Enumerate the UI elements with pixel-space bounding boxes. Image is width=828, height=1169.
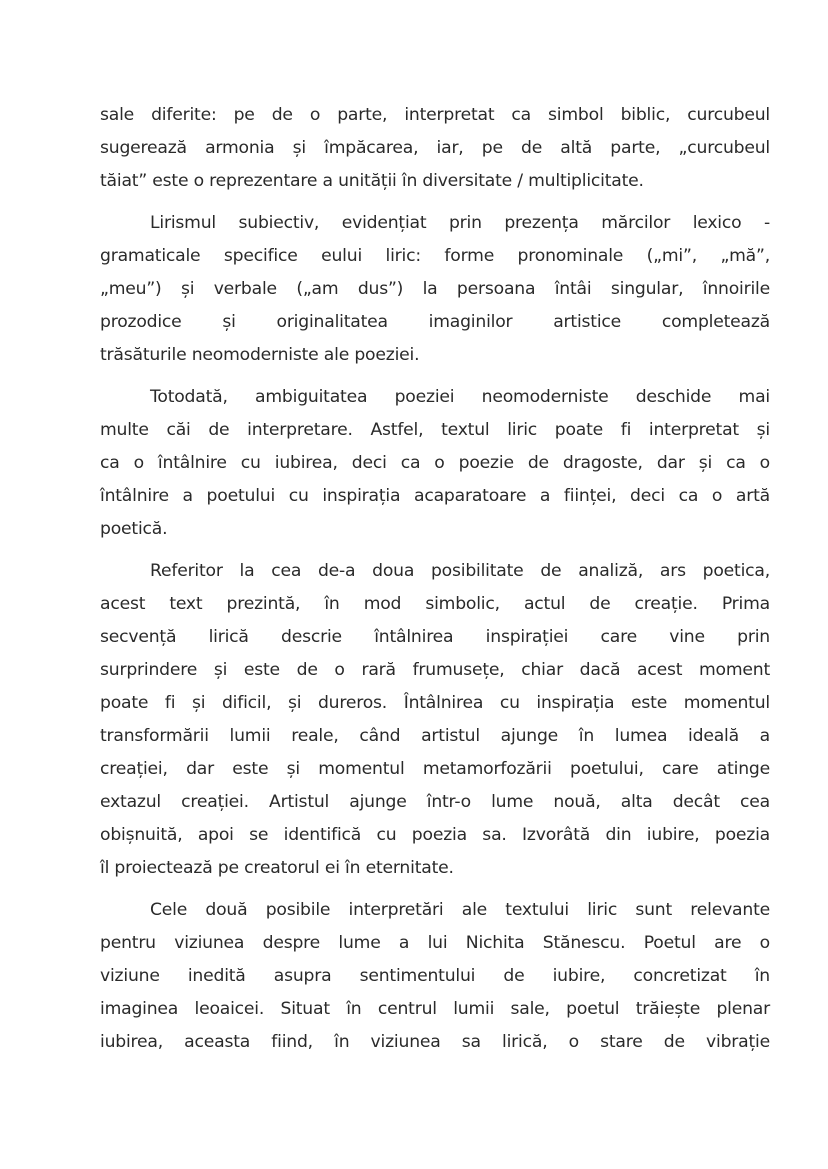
text-line: obișnuită, apoi se identifică cu poezia sa. Izvorâtă din iubire, poezia — [100, 825, 770, 845]
text-line: Referitor la cea de-a doua posibilitate de analiză, ars poetica, — [150, 561, 770, 581]
text-line: ca o întâlnire cu iubirea, deci ca o poezie de dragoste, dar și ca o — [100, 453, 770, 473]
text-line: gramaticale specifice eului liric: forme pronominale („mi”, „mă”, — [100, 246, 770, 266]
text-line: transformării lumii reale, când artistul ajunge în lumea ideală a — [100, 726, 770, 746]
text-line: poate fi și dificil, și dureros. Întâlnirea cu inspirația este momentul — [100, 693, 770, 713]
text-line: Cele două posibile interpretări ale textului liric sunt relevante — [150, 900, 770, 920]
text-line: Lirismul subiectiv, evidențiat prin prezența mărcilor lexico - — [150, 213, 770, 233]
text-line: îl proiectează pe creatorul ei în eternitate. — [100, 858, 454, 878]
text-line: poetică. — [100, 519, 168, 539]
text-line: pentru viziunea despre lume a lui Nichita Stănescu. Poetul are o — [100, 933, 770, 953]
text-line: „meu”) și verbale („am dus”) la persoana întâi singular, înnoirile — [100, 279, 770, 299]
text-line: trăsăturile neomoderniste ale poeziei. — [100, 345, 420, 365]
text-line: acest text prezintă, în mod simbolic, actul de creație. Prima — [100, 594, 770, 614]
text-line: întâlnire a poetului cu inspirația acaparatoare a ființei, deci ca o artă — [100, 486, 770, 506]
text-line: tăiat” este o reprezentare a unității în diversitate / multiplicitate. — [100, 171, 644, 191]
text-line: extazul creației. Artistul ajunge într-o lume nouă, alta decât cea — [100, 792, 770, 812]
paragraph-ars-poetica — [100, 555, 770, 885]
text-line: multe căi de interpretare. Astfel, textul liric poate fi interpretat și — [100, 420, 770, 440]
text-line: prozodice și originalitatea imaginilor artistice completează — [100, 312, 770, 332]
paragraph-lirismul-subiectiv — [100, 207, 770, 372]
paragraph-viziunea — [100, 894, 770, 1059]
text-line: creației, dar este și momentul metamorfozării poetului, care atinge — [100, 759, 770, 779]
text-line: surprindere și este de o rară frumusețe, chiar dacă acest moment — [100, 660, 770, 680]
text-line: sugerează armonia și împăcarea, iar, pe de altă parte, „curcubeul — [100, 138, 770, 158]
paragraph-ambiguitatea — [100, 381, 770, 546]
text-line: Totodată, ambiguitatea poeziei neomoderniste deschide mai — [150, 387, 770, 407]
document-page — [100, 99, 770, 1068]
text-line: iubirea, aceasta fiind, în viziunea sa lirică, o stare de vibrație — [100, 1032, 770, 1052]
text-line: viziune inedită asupra sentimentului de iubire, concretizat în — [100, 966, 770, 986]
paragraph-curcubeul — [100, 99, 770, 198]
text-line: secvență lirică descrie întâlnirea inspirației care vine prin — [100, 627, 770, 647]
text-line: imaginea leoaicei. Situat în centrul lumii sale, poetul trăiește plenar — [100, 999, 770, 1019]
text-line: sale diferite: pe de o parte, interpretat ca simbol biblic, curcubeul — [100, 105, 770, 125]
